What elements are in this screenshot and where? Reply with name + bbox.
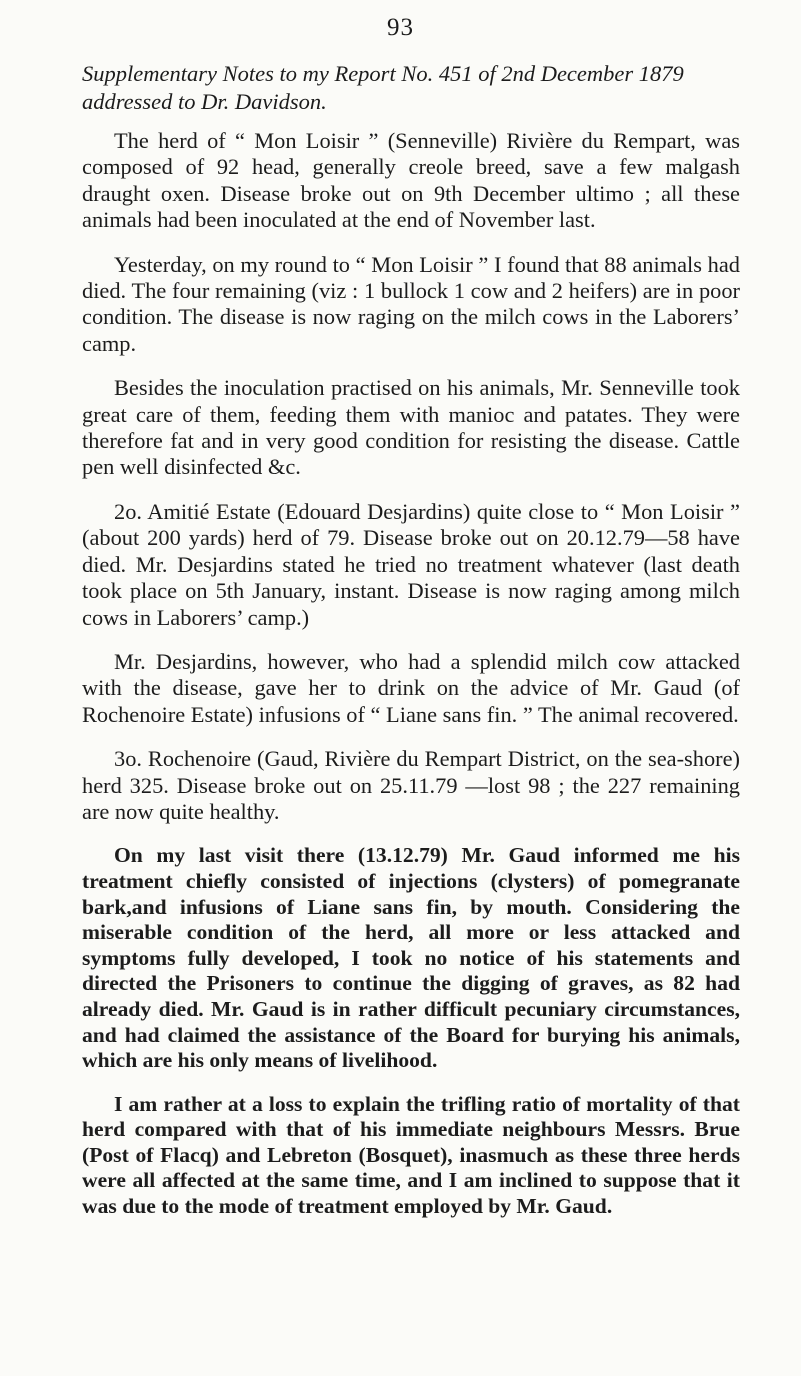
paragraph-desjardins-cow: Mr. Desjardins, however, who had a splendid milch cow attacked with the disease, gave her to drink on the advice of Mr. Gaud (of Rochenoire Estate) infusions of “ Liane sans fin. ” The animal recovered. [82, 648, 740, 727]
paragraph-senneville-care: Besides the inoculation practised on his animals, Mr. Senneville took great care of them, feeding them with manioc and patates. They were therefore fat and in very good condition for resisting the disease. Cattle pen well disinfected &c. [82, 375, 740, 480]
page-number: 93 [387, 14, 414, 41]
paragraph-yesterday-visit: Yesterday, on my round to “ Mon Loisir ” I found that 88 animals had died. The four remaining (viz : 1 bullock 1 cow and 2 heifers) are in poor condition. The disease is now raging on the milch cows in the Laborers’ camp. [82, 251, 740, 356]
paragraph-amitie-estate: 2o. Amitié Estate (Edouard Desjardins) quite close to “ Mon Loisir ” (about 200 yards) herd of 79. Disease broke out on 20.12.79—58 have died. Mr. Desjardins stated he tried no treatment whatever (last death took place on 5th January, instant. Disease is now raging among milch cows in Laborers’ camp.) [82, 498, 740, 630]
paragraph-gaud-treatment: On my last visit there (13.12.79) Mr. Gaud informed me his treatment chiefly consisted of injections (clysters) of pomegranate bark,and infusions of Liane sans fin, by mouth. Considering the miserable condition of the herd, all more or less attacked and symptoms fully developed, I took no notice of his statements and directed the Prisoners to continue the digging of graves, as 82 had already died. Mr. Gaud is in rather difficult pecuniary circumstances, and had claimed the assistance of the Board for burying his animals, which are his only means of livelihood. [82, 843, 740, 1073]
paragraph-mortality-ratio: I am rather at a loss to explain the trifling ratio of mortality of that herd compared with that of his immediate neighbours Messrs. Brue (Post of Flacq) and Lebreton (Bosquet), inasmuch as these three herds were all affected at the same time, and I am inclined to suppose that it was due to the mode of treatment employed by Mr. Gaud. [82, 1091, 740, 1219]
paragraph-rochenoire-herd: 3o. Rochenoire (Gaud, Rivière du Rempart District, on the sea-shore) herd 325. Disease broke out on 25.11.79 —lost 98 ; the 227 remaining are now quite healthy. [82, 746, 740, 824]
paragraph-mon-loisir-herd: The herd of “ Mon Loisir ” (Senneville) Rivière du Rempart, was composed of 92 head, generally creole breed, save a few malgash draught oxen. Disease broke out on 9th December ultimo ; all these animals had been inoculated at the end of November last. [82, 128, 740, 233]
document-title: Supplementary Notes to my Report No. 451 of 2nd December 1879 addressed to Dr. Davidson. [82, 61, 684, 114]
document-body [82, 60, 740, 1238]
